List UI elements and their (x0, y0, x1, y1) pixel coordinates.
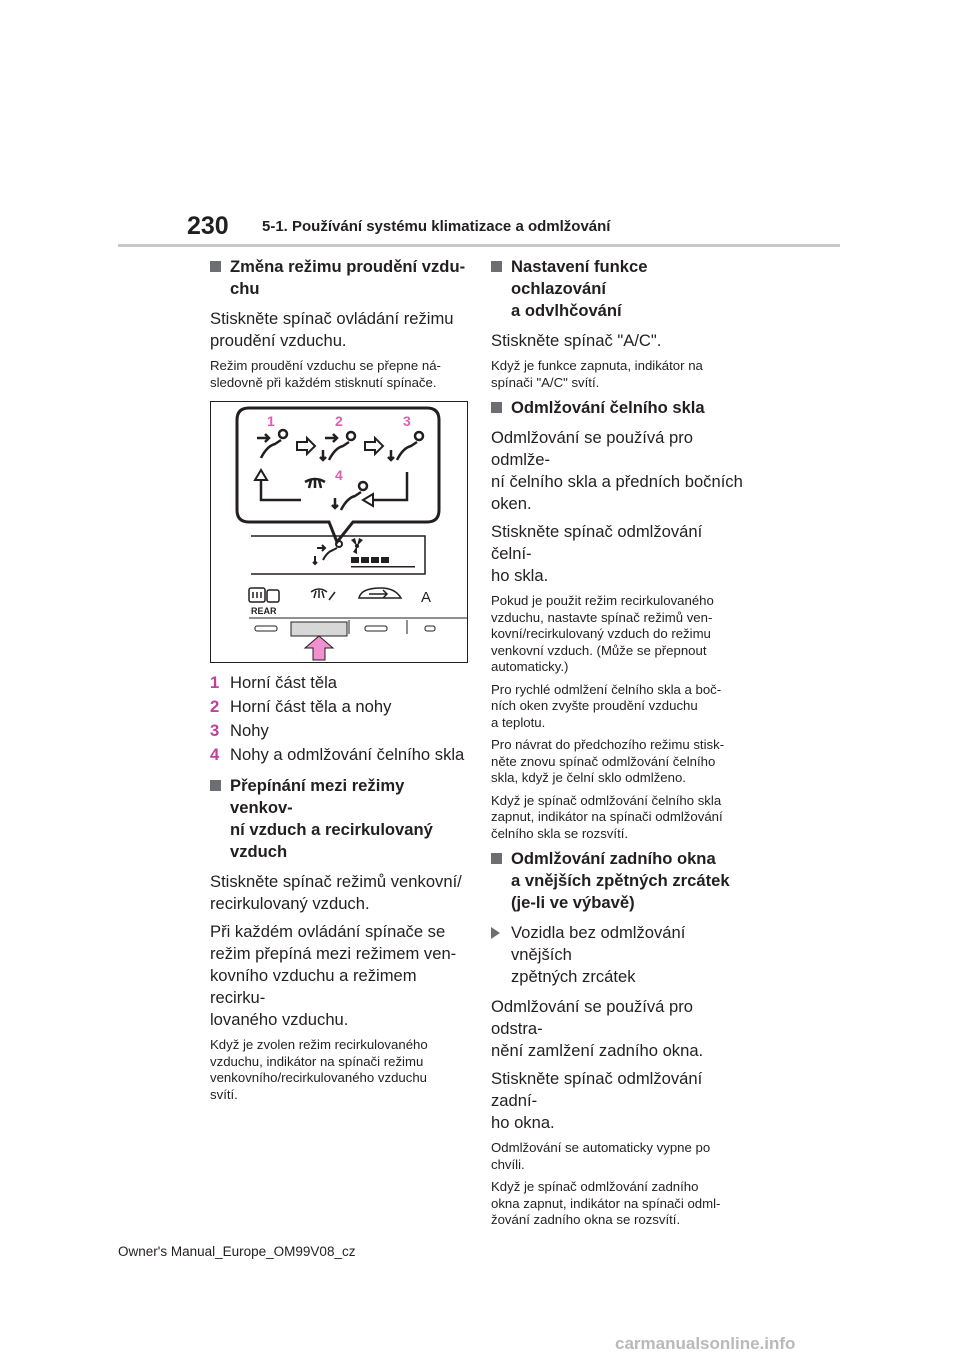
recirc-note: Když je zvolen režim recirkulovaného vzduchu, indikátor na spínači režimu venkovního/recirkulovaného vzduchu svítí. (210, 1037, 428, 1102)
recirc-heading: Přepínání mezi režimy venkov- ní vzduch a recirkulovaný vzduch (210, 775, 466, 863)
label-2: 2 (335, 413, 343, 429)
defog-heading: Odmlžování čelního skla (491, 397, 747, 419)
mode-list (210, 671, 466, 767)
page-number: 230 (187, 212, 229, 240)
airflow-heading: Změna režimu proudění vzdu- chu (210, 256, 466, 300)
recirc-button-icon (359, 588, 401, 598)
label-1: 1 (267, 413, 275, 429)
recirc-paragraph-2: Při každém ovládání spínače se režim přepíná mezi režimem ven- kovního vzduchu a režimem recirku- lovaného vzduchu. (210, 922, 457, 1029)
ac-heading: Nastavení funkce ochlazování a odvlhčování (491, 256, 747, 322)
rear-note-2: Když je spínač odmlžování zadního okna zapnut, indikátor na spínači odml- žování zadního okna se rozsvítí. (491, 1179, 721, 1227)
defog-note-3: Pro návrat do předchozího režimu stisk- něte znovu spínač odmlžování čelního skla, když je čelní sklo odmlženo. (491, 737, 725, 785)
airflow-diagram (211, 402, 467, 662)
rear-paragraph-2: Stiskněte spínač odmlžování zadní- ho okna. (491, 1069, 703, 1132)
bullet-square-icon (210, 261, 221, 272)
ac-paragraph: Stiskněte spínač "A/C". (491, 331, 662, 350)
recirc-paragraph-1: Stiskněte spínač režimů venkovní/ recirkulovaný vzduch. (210, 872, 462, 913)
rear-variant-item: Vozidla bez odmlžování vnějších zpětných zrcátek (491, 922, 747, 988)
label-3: 3 (403, 413, 411, 429)
mode-item-1: 1 Horní část těla (210, 673, 337, 692)
right-column (491, 256, 747, 1235)
mode-button[interactable] (291, 622, 347, 636)
fan-level-bars (351, 557, 415, 568)
defog-note-1: Pokud je použit režim recirkulovaného vzduchu, nastavte spínač režimů ven- kovní/recirkulovaný vzduch do režimu venkovní vzduch. (Může se přepnout automaticky.) (491, 593, 714, 674)
front-defog-button-icon (311, 589, 335, 600)
display-mode-icon (313, 541, 342, 564)
header-rule (118, 244, 840, 247)
defog-paragraph-2: Stiskněte spínač odmlžování čelní- ho skla. (491, 522, 703, 585)
airflow-mode-figure (210, 401, 468, 663)
ac-note: Když je funkce zapnuta, indikátor na spínači "A/C" svítí. (491, 358, 703, 390)
mode-item-4: 4 Nohy a odmlžování čelního skla (210, 745, 465, 764)
bullet-square-icon (210, 780, 221, 791)
airflow-paragraph: Stiskněte spínač ovládání režimu proudění vzduchu. (210, 309, 454, 350)
watermark: carmanualsonline.info (615, 1334, 796, 1353)
bullet-square-icon (491, 261, 502, 272)
mode-item-3: 3 Nohy (210, 721, 269, 740)
mode-item-2: 2 Horní část těla a nohy (210, 697, 392, 716)
manual-id-footer: Owner's Manual_Europe_OM99V08_cz (118, 1244, 356, 1259)
rear-heading: Odmlžování zadního okna a vnějších zpětných zrcátek (je-li ve výbavě) (491, 848, 747, 914)
airflow-note: Režim proudění vzduchu se přepne ná- sledovně při každém stisknutí spínače. (210, 358, 441, 390)
left-column (210, 256, 466, 1109)
fan-icon (351, 538, 363, 554)
rear-note-1: Odmlžování se automaticky vypne po chvíli. (491, 1140, 711, 1172)
rear-paragraph-1: Odmlžování se používá pro odstra- nění zamlžení zadního okna. (491, 997, 704, 1060)
defog-note-4: Když je spínač odmlžování čelního skla zapnut, indikátor na spínači odmlžování čelního skla se rozsvítí. (491, 792, 723, 841)
label-4: 4 (335, 467, 343, 483)
auto-label: A (421, 589, 432, 606)
defog-paragraph-1: Odmlžování se používá pro odmlže- ní čelního skla a předních bočních oken. (491, 428, 743, 513)
rear-defog-button-icon (249, 588, 279, 602)
rear-label: REAR (251, 606, 277, 616)
section-title: 5-1. Používání systému klimatizace a odmlžování (262, 218, 611, 235)
bullet-square-icon (491, 402, 502, 413)
defog-note-2: Pro rychlé odmlžení čelního skla a boč- ních oken zvyšte proudění vzduchu a teplotu. (491, 681, 722, 730)
bullet-square-icon (491, 853, 502, 864)
press-arrow-icon (305, 636, 333, 660)
triangle-bullet-icon (491, 927, 500, 939)
